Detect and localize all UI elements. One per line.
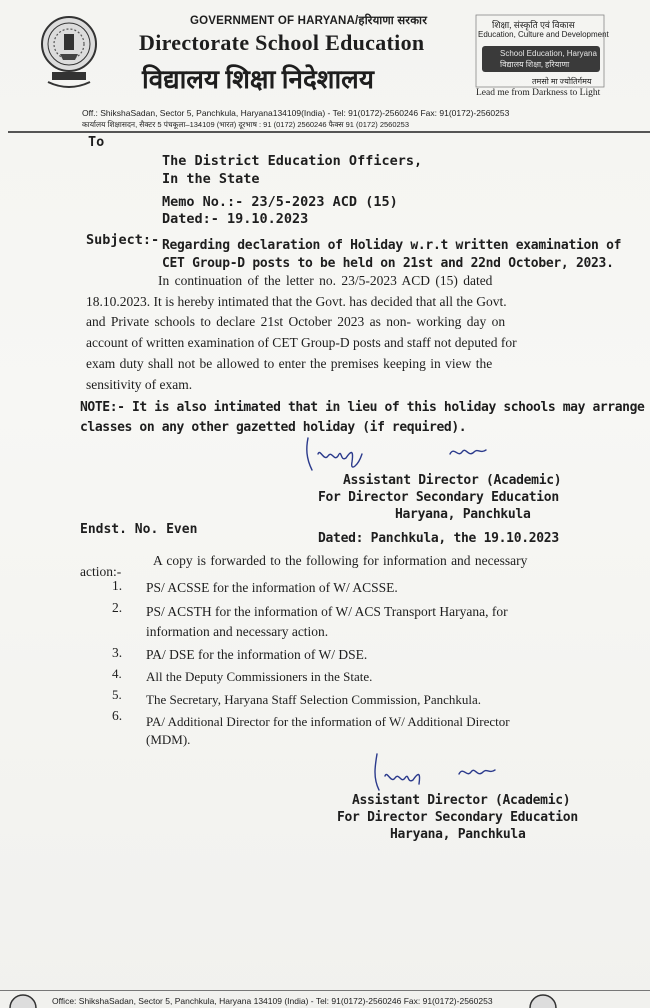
directorate-title: Directorate School Education: [139, 30, 425, 55]
logo-banner-line1: School Education, Haryana: [500, 49, 597, 58]
logo-hindi-line: शिक्षा, संस्कृति एवं विकास: [492, 20, 575, 30]
copy-item-4: All the Deputy Commissioners in the State.: [146, 669, 373, 684]
addressee-line1: The District Education Officers,: [162, 153, 423, 169]
body-line2: 18.10.2023. It is hereby intimated that the Govt. has decided that all the Govt.: [86, 294, 507, 309]
memo-date: Dated:- 19.10.2023: [162, 211, 309, 227]
copy-item-4-num: 4.: [112, 666, 122, 681]
copy-item-6-num: 6.: [112, 708, 123, 723]
subject-line1: Regarding declaration of Holiday w.r.t written examination of: [162, 238, 622, 253]
logo-english-line: Education, Culture and Development: [478, 30, 609, 39]
office-address-en: Off.: ShikshaSadan, Sector 5, Panchkula, Haryana134109(India) - Tel: 91(0172)-2560246 Fax: 91(0172)-2560253: [82, 108, 510, 118]
to-label: To: [88, 134, 105, 150]
signature-2-title: Assistant Director (Academic): [352, 793, 571, 808]
endst-number: Endst. No. Even: [80, 522, 198, 537]
logo-banner-line2: विद्यालय शिक्षा, हरियाणा: [500, 60, 570, 69]
endst-date: Dated: Panchkula, the 19.10.2023: [318, 531, 559, 546]
copy-item-2: PS/ ACSTH for the information of W/ ACS Transport Haryana, for: [146, 604, 508, 619]
body-line3: and Private schools to declare 21st October 2023 as non- working day on: [86, 314, 506, 329]
subject-label: Subject:-: [86, 232, 160, 248]
signature-2-icon: [355, 748, 515, 796]
copy-item-6: PA/ Additional Director for the information of W/ Additional Director: [146, 714, 510, 729]
note-line1: NOTE:- It is also intimated that in lieu of this holiday schools may arrange: [80, 400, 645, 415]
note-line2: classes on any other gazetted holiday (if required).: [80, 420, 467, 435]
body-line5: exam duty shall not be allowed to enter the premises keeping in view the: [86, 356, 493, 371]
signature-2-place: Haryana, Panchkula: [390, 827, 526, 842]
logo-motto: Lead me from Darkness to Light: [476, 88, 601, 98]
government-heading: GOVERNMENT OF HARYANA/हरियाणा सरकार: [190, 15, 428, 27]
footer-address: Office: ShikshaSadan, Sector 5, Panchkula, Haryana 134109 (India) - Tel: 91(0172)-2560246 Fax: 91(0172)-2560253: [52, 996, 493, 1006]
body-line4: account of written examination of CET Group-D posts and staff not deputed for: [86, 335, 517, 350]
copy-item-3: PA/ DSE for the information of W/ DSE.: [146, 647, 368, 662]
signature-1-for: For Director Secondary Education: [318, 490, 559, 505]
subject-line2: CET Group-D posts to be held on 21st and 22nd October, 2023.: [162, 256, 614, 271]
copy-item-5: The Secretary, Haryana Staff Selection Commission, Panchkula.: [146, 692, 482, 707]
footer-emblem-icon: [8, 990, 38, 1008]
signature-1-place: Haryana, Panchkula: [395, 507, 531, 522]
addressee-line2: In the State: [162, 171, 260, 187]
copy-line1: A copy is forwarded to the following for information and necessary: [153, 553, 528, 568]
memo-number: Memo No.:- 23/5-2023 ACD (15): [162, 194, 398, 210]
signature-1-icon: [300, 418, 530, 478]
copy-item-5-num: 5.: [112, 687, 122, 702]
footer-logo-icon: [528, 990, 558, 1008]
body-line1: In continuation of the letter no. 23/5-2023 ACD (15) dated: [158, 273, 493, 288]
copy-item-6-cont: (MDM).: [146, 732, 191, 747]
logo-hindi-motto: तमसो मा ज्योतिर्गमय: [532, 77, 592, 86]
header-divider: [8, 131, 650, 133]
office-address-hi: कार्यालय शिक्षासदन, सैक्टर 5 पंचकूला–134109 (भारत) दूरभाष : 91 (0172) 2560246 फैक्स 91 (0172) 2560253: [82, 120, 410, 129]
signature-2-for: For Director Secondary Education: [337, 810, 578, 825]
copy-line2: action:-: [80, 564, 122, 579]
copy-item-2-num: 2.: [112, 600, 123, 615]
haryana-emblem-icon: [38, 10, 100, 94]
copy-item-1: PS/ ACSSE for the information of W/ ACSSE.: [146, 580, 398, 595]
copy-item-1-num: 1.: [112, 578, 123, 593]
hindi-title: विद्यालय शिक्षा निदेशालय: [142, 65, 374, 94]
copy-item-3-num: 3.: [112, 645, 123, 660]
copy-item-2-cont: information and necessary action.: [146, 624, 329, 639]
body-line6: sensitivity of exam.: [86, 377, 193, 392]
signature-1-title: Assistant Director (Academic): [343, 473, 562, 488]
